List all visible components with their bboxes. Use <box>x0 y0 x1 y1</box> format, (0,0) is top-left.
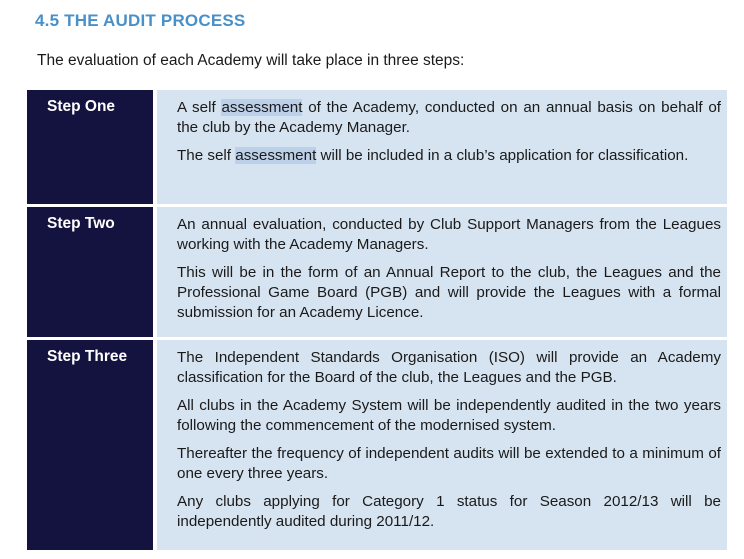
text-span: The self <box>177 147 236 164</box>
step-label: Step One <box>27 90 153 204</box>
step-row-three <box>27 340 727 550</box>
paragraph <box>177 146 721 166</box>
step-description <box>157 207 727 337</box>
text-span: A self <box>177 99 222 116</box>
step-description <box>157 340 727 550</box>
steps-table <box>27 90 727 553</box>
paragraph: The Independent Standards Organisation (ISO) will provide an Academy classification for the Board of the club, the Leagues and the PGB. <box>177 349 721 386</box>
paragraph <box>177 98 721 138</box>
paragraph: An annual evaluation, conducted by Club Support Managers from the Leagues working with the Academy Managers. <box>177 216 721 253</box>
search-highlight: assessment <box>235 147 317 164</box>
step-row-one <box>27 90 727 204</box>
text-span: will be included in a club’s application for classification. <box>316 147 689 164</box>
step-label: Step Three <box>27 340 153 550</box>
step-label: Step Two <box>27 207 153 337</box>
section-heading: 4.5 THE AUDIT PROCESS <box>35 11 246 30</box>
paragraph: This will be in the form of an Annual Report to the club, the Leagues and the Professional Game Board (PGB) and will provide the Leagues with a formal submission for an Academy Licence. <box>177 264 721 321</box>
search-highlight: assessment <box>221 99 303 116</box>
step-row-two <box>27 207 727 337</box>
paragraph: Thereafter the frequency of independent audits will be extended to a minimum of one every three years. <box>177 445 721 482</box>
paragraph: All clubs in the Academy System will be independently audited in the two years following the commencement of the modernised system. <box>177 397 721 434</box>
paragraph: Any clubs applying for Category 1 status for Season 2012/13 will be independently audited during 2011/12. <box>177 493 721 530</box>
intro-text: The evaluation of each Academy will take place in three steps: <box>37 52 465 69</box>
text-span: of the Academy, conducted on an annual basis on behalf of the club by the Academy Manager. <box>177 99 721 136</box>
step-description <box>157 90 727 204</box>
